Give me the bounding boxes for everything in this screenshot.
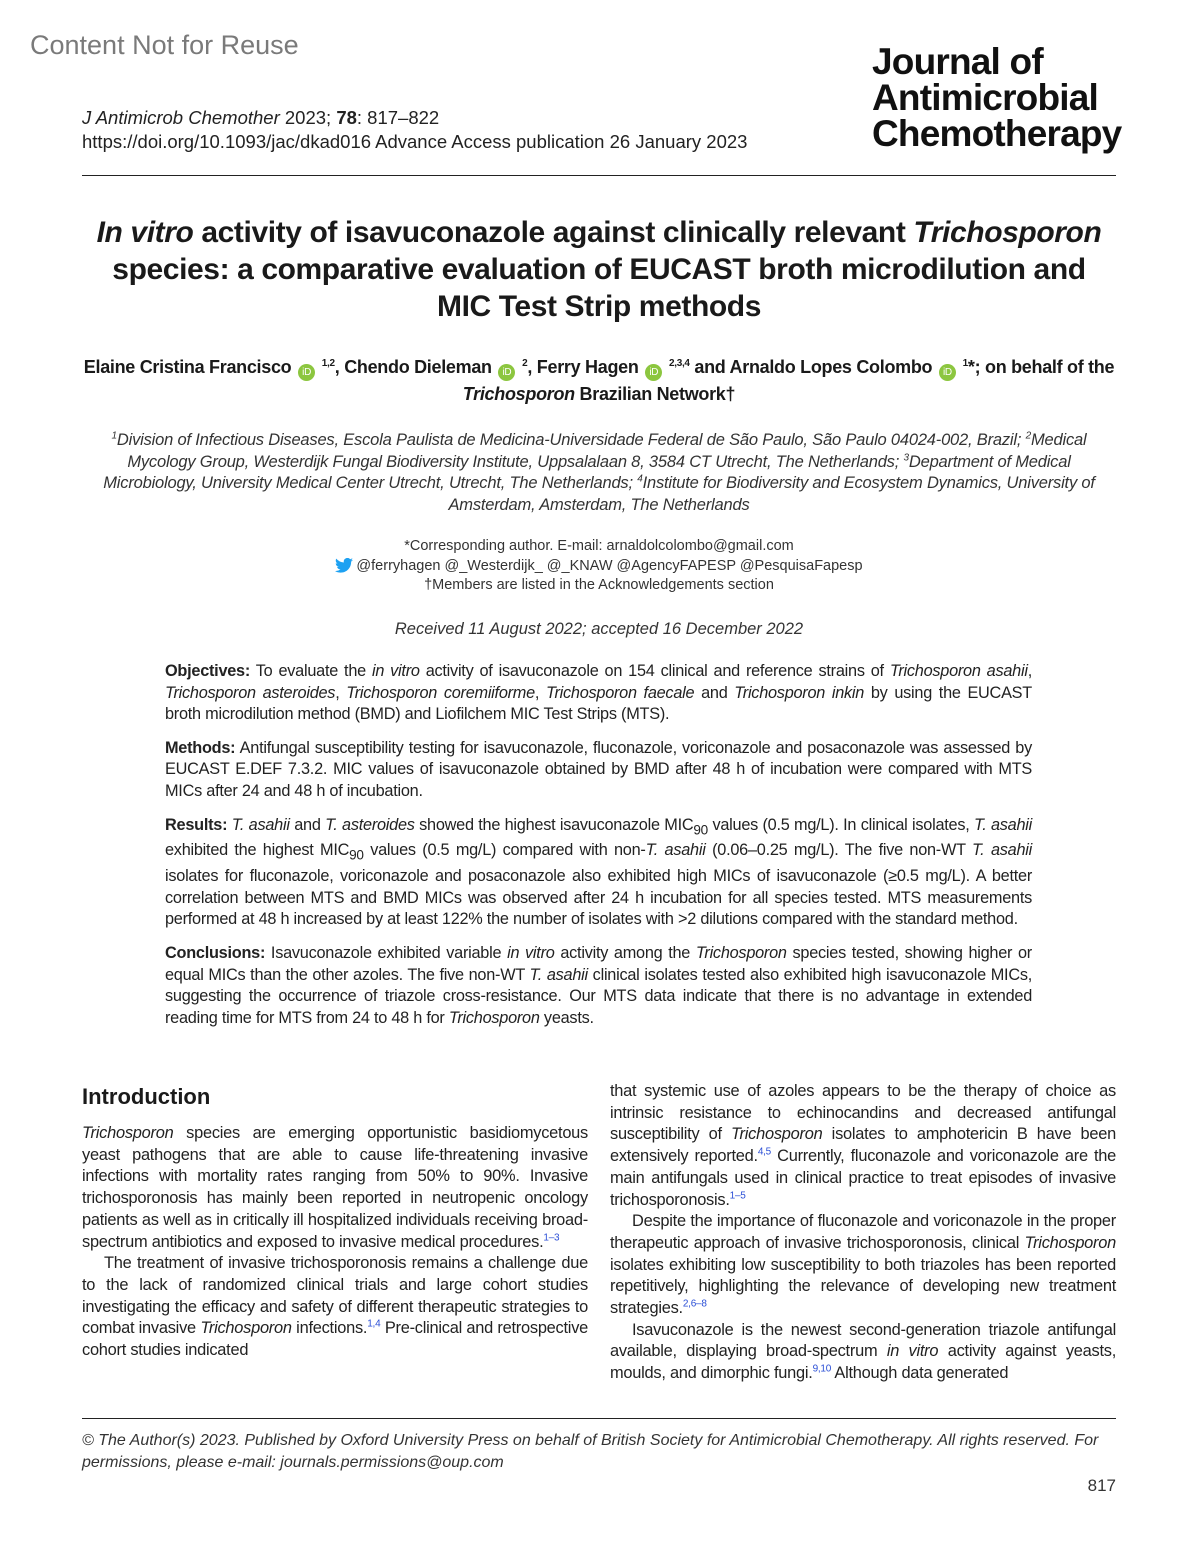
footer-divider	[82, 1418, 1116, 1419]
abstract	[165, 661, 1032, 1041]
pages: : 817–822	[356, 107, 440, 128]
intro-paragraph: that systemic use of azoles appears to be the therapy of choice as intrinsic resistance to echinocandins and decreased antifungal susceptibility of Trichosporon isolates to amphotericin B have been extensively reported.$^{4,5}$ Currently, fluconazole and voriconazole are the main antifungals used in clinical practice to treat episodes of invasive trichosporonosis.$^{1-5}$	[610, 1082, 1116, 1209]
correspondence	[82, 537, 1116, 596]
article-title: In vitro activity of isavuconazole against clinically relevant Trichosporon species: a comparative evaluation of EUCAST broth microdilution and MIC Test Strip methods	[96, 216, 1102, 323]
abstract-conclusions: Conclusions: Isavuconazole exhibited variable in vitro activity among the Trichosporon species tested, showing higher or equal MICs than the other azoles. The five non-WT T. asahii clinical isolates tested also exhibited high isavuconazole MICs, suggesting the occurrence of triazole cross-resistance. Our MTS data indicate that there is no advantage in extended reading time for MTS from 24 to 48 h for Trichosporon yeasts.	[165, 944, 1032, 1027]
abstract-methods: Methods: Antifungal susceptibility testing for isavuconazole, fluconazole, voriconazole and posaconazole was assessed by EUCAST E.DEF 7.3.2. MIC values of isavuconazole obtained by BMD after 48 h of incubation were compared with MTS MICs after 24 and 48 h of incubation.	[165, 738, 1032, 800]
volume: 78	[336, 107, 357, 128]
intro-paragraph: Isavuconazole is the newest second-generation triazole antifungal available, displaying broad-spectrum in vitro activity against yeasts, moulds, and dimorphic fungi.$^{9,10}$ Although data generated	[610, 1320, 1116, 1383]
intro-left-column	[82, 1123, 588, 1362]
section-heading-introduction: Introduction	[82, 1084, 211, 1109]
header-divider	[82, 175, 1116, 176]
copyright-footer: © The Author(s) 2023. Published by Oxford University Press on behalf of British Society for Antimicrobial Chemotherapy. All rights reserved. For permissions, please e-mail: journals.permissions@oup.com	[82, 1432, 1099, 1471]
logo-line: Journal of	[872, 41, 1043, 82]
received-dates: Received 11 August 2022; accepted 16 December 2022	[394, 620, 804, 638]
intro-paragraph: The treatment of invasive trichosporonosis remains a challenge due to the lack of randomized clinical trials and large cohort studies investigating the efficacy and safety of different therapeutic strategies to combat invasive Trichosporon infections.$^{1,4}$ Pre-clinical and retrospective cohort studies indicated	[82, 1254, 588, 1360]
journal-logo	[872, 41, 1122, 154]
page-number: 817	[1087, 1476, 1116, 1495]
members-note: †Members are listed in the Acknowledgements section	[424, 577, 774, 593]
year: 2023;	[279, 107, 337, 128]
intro-right-column	[610, 1081, 1116, 1385]
affiliations: $^1$Division of Infectious Diseases, Escola Paulista de Medicina-Universidade Federal de São Paulo, São Paulo 04024-002, Brazil; $^2$Medical Mycology Group, Westerdijk Fungal Biodiversity Institute, Uppsalalaan 8, 3584 CT Utrecht, The Netherlands; $^3$Department of Medical Microbiology, University Medical Center Utrecht, Utrecht, The Netherlands; $^4$Institute for Biodiversity and Ecosystem Dynamics, University of Amsterdam, Amsterdam, The Netherlands	[103, 430, 1095, 514]
author-list: Elaine Cristina Francisco iD $^{1,2}$, Chendo Dieleman iD $^2$, Ferry Hagen iD $^{2,3,4}$ and Arnaldo Lopes Colombo iD $^1$*; on behalf of the Trichosporon Brazilian Network†	[83, 357, 1115, 404]
doi-line[interactable]: https://doi.org/10.1093/jac/dkad016 Advance Access publication 26 January 2023	[82, 131, 748, 152]
twitter-text: @ferryhagen @_Westerdijk_ @_KNAW @AgencyFAPESP @PesquisaFapesp	[356, 557, 863, 574]
corresponding-author[interactable]: *Corresponding author. E-mail: arnaldolcolombo@gmail.com	[404, 538, 794, 554]
abstract-results: Results: T. asahii and T. asteroides showed the highest isavuconazole $MIC_{90}$ values (0.5 mg/L). In clinical isolates, T. asahii exhibited the highest $MIC_{90}$ values (0.5 mg/L) compared with non-T. asahii (0.06–0.25 mg/L). The five non-WT T. asahii isolates for fluconazole, voriconazole and posaconazole also exhibited high MICs of isavuconazole (≥0.5 mg/L). A better correlation between MTS and BMD MICs was observed after 24 h incubation for all species tested. MTS measurements performed at 48 h increased by at least 122% the number of isolates with >2 dilutions compared with the standard method.	[165, 815, 1032, 929]
twitter-icon	[335, 558, 353, 573]
logo-line: Antimicrobial	[872, 77, 1099, 118]
intro-paragraph: Despite the importance of fluconazole and voriconazole in the proper therapeutic approach of invasive trichosporonosis, clinical Trichosporon isolates exhibiting low susceptibility to both triazoles has been reported repetitively, highlighting the relevance of developing new treatment strategies.$^{2,6-8}$	[610, 1212, 1116, 1318]
logo-line: Chemotherapy	[872, 113, 1122, 154]
intro-paragraph: Trichosporon species are emerging opportunistic basidiomycetous yeast pathogens that are able to cause life-threatening invasive infections with mortality rates ranging from 50% to 90%. Invasive trichosporonosis has mainly been reported in neutropenic oncology patients as well as in critically ill hospitalized individuals receiving broad-spectrum antibiotics and exposed to invasive medical procedures.$^{1-3}$	[82, 1124, 588, 1251]
journal-abbrev: J Antimicrob Chemother	[82, 107, 280, 128]
watermark: Content Not for Reuse	[30, 30, 299, 60]
citation	[82, 106, 747, 154]
twitter-handles[interactable]	[82, 557, 1116, 577]
abstract-objectives: Objectives: To evaluate the in vitro activity of isavuconazole on 154 clinical and reference strains of Trichosporon asahii, Trichosporon asteroides, Trichosporon coremiiforme, Trichosporon faecale and Trichosporon inkin by using the EUCAST broth microdilution method (BMD) and Liofilchem MIC Test Strips (MTS).	[165, 662, 1032, 724]
